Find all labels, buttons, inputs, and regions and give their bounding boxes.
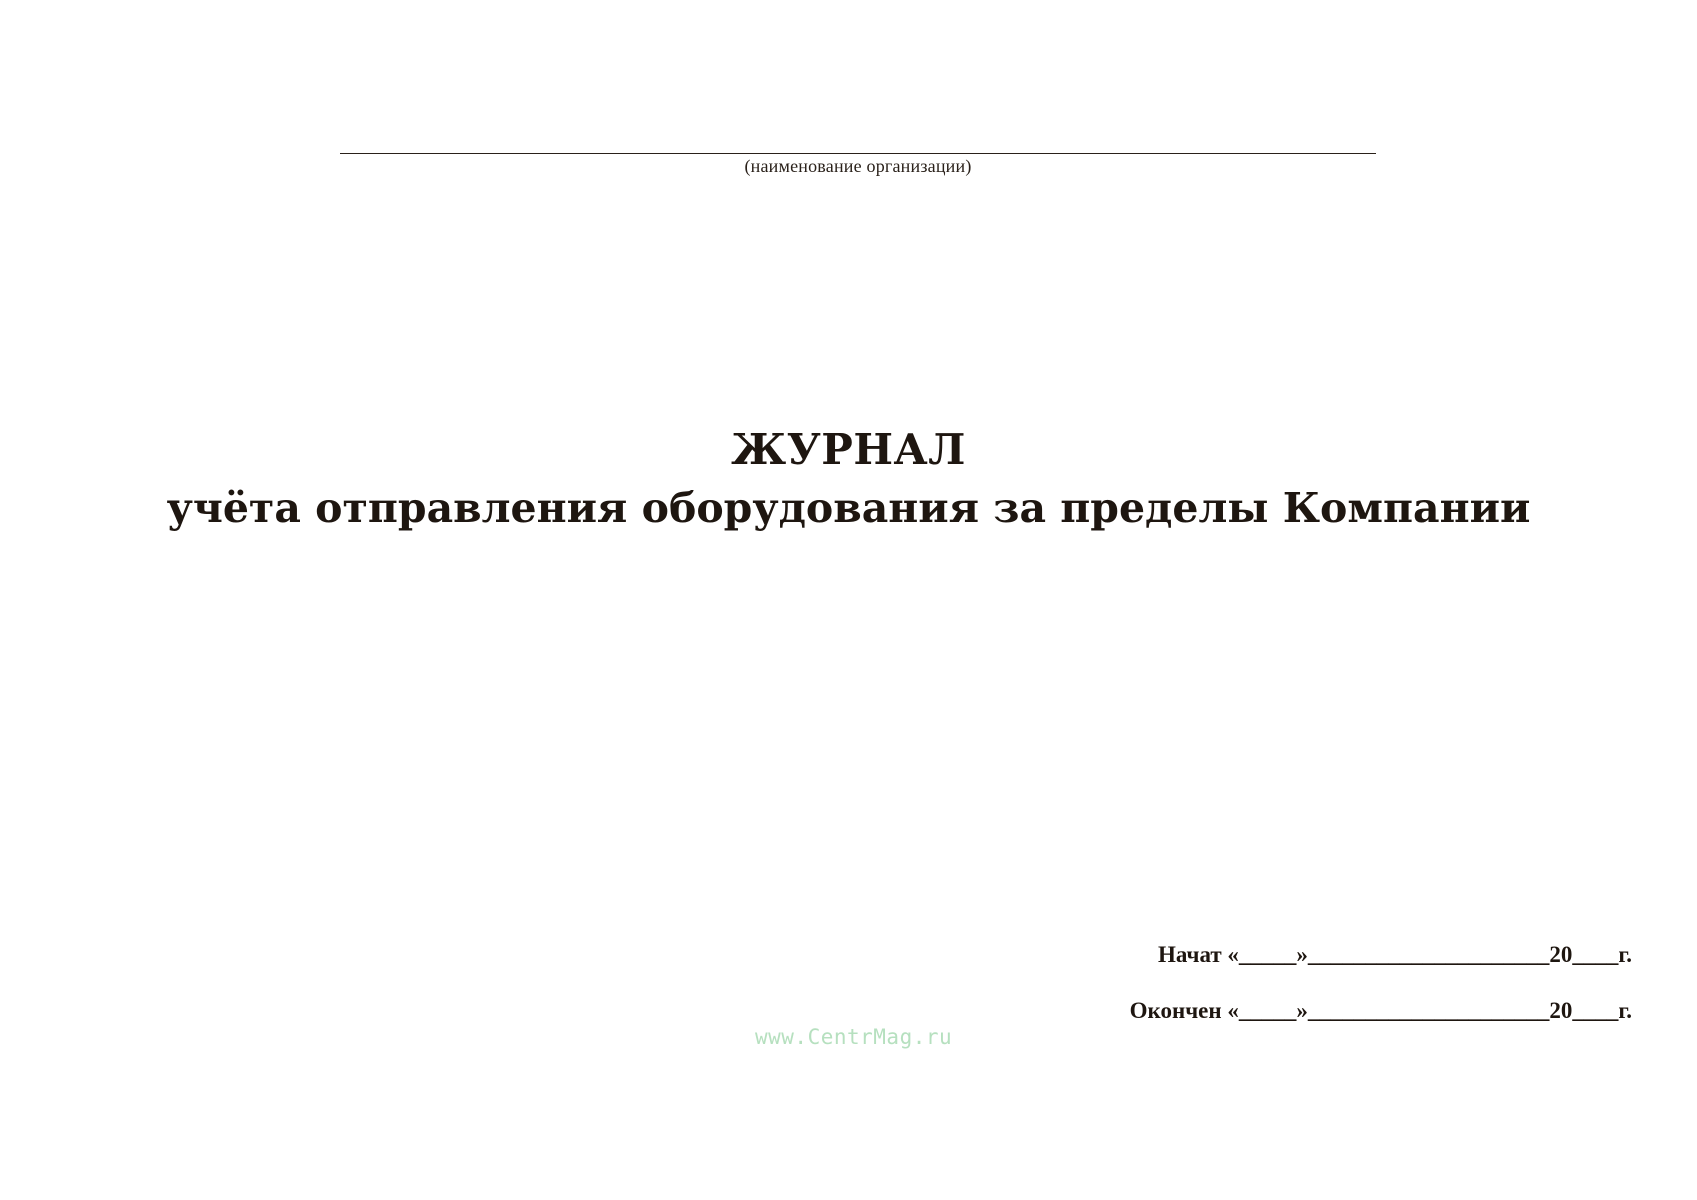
watermark: www.CentrMag.ru [755,1025,953,1049]
document-title-block [0,422,1697,536]
organization-name-block [340,120,1376,177]
organization-caption: (наименование организации) [744,156,972,176]
document-title: ЖУРНАЛ [731,425,966,474]
end-date-line: Окончен «_____»_____________________20____г. [1129,998,1632,1023]
document-subtitle: учёта отправления оборудования за пределы Компании [166,484,1531,532]
start-date-line: Начат «_____»_____________________20____г. [1158,942,1632,967]
organization-name-line [340,153,1376,154]
